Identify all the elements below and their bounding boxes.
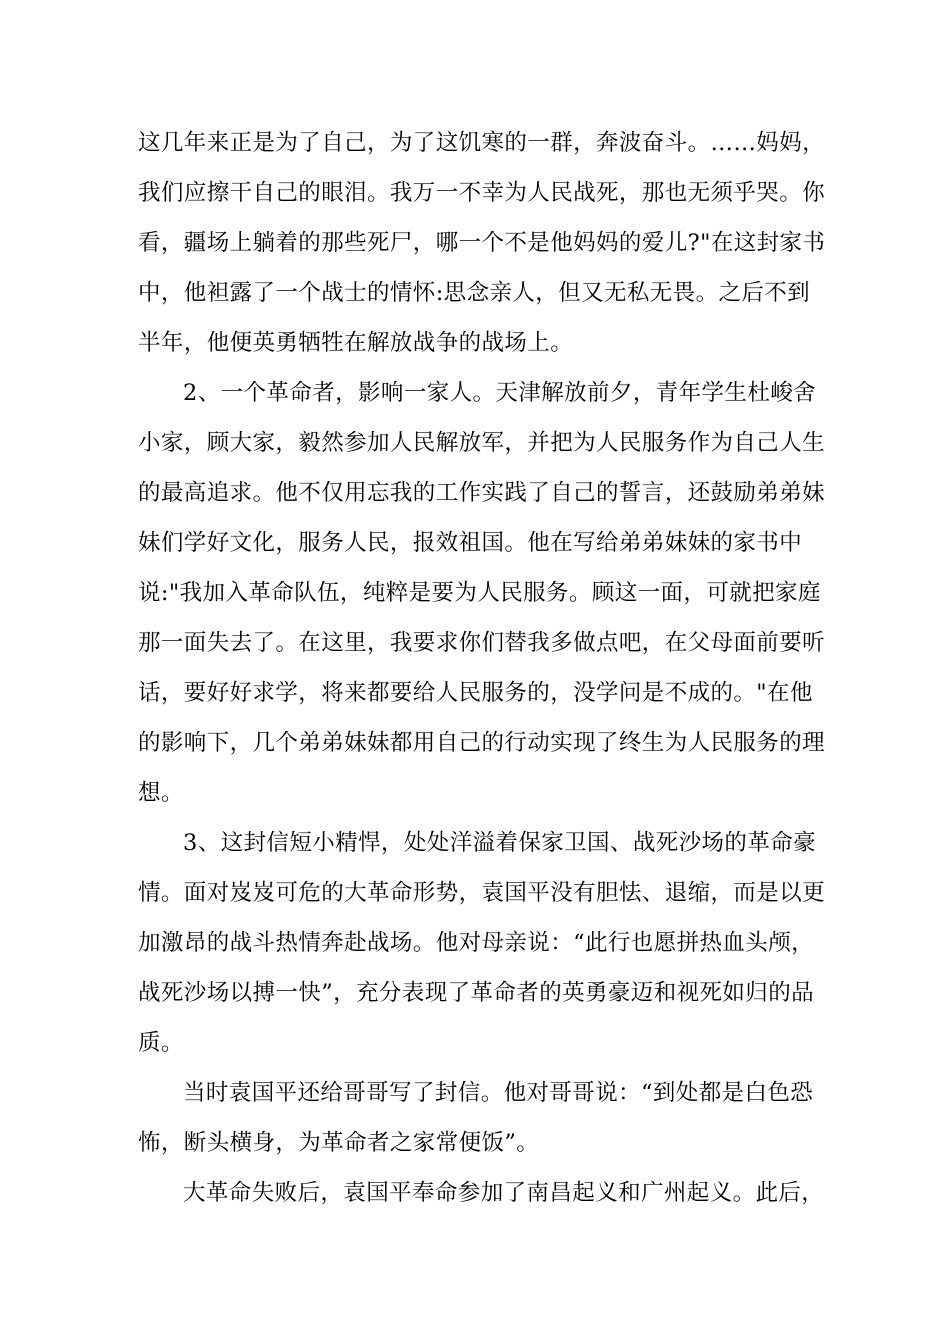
text-line: 中，他袒露了一个战士的情怀:思念亲人，但又无私无畏。之后不到 [138,280,811,306]
text-line: 情。面对岌岌可危的大革命形势，袁国平没有胆怯、退缩，而是以更 [138,880,826,906]
text-line: 的最高追求。他不仅用忘我的工作实践了自己的誓言，还鼓励弟弟妹 [138,480,826,506]
text-line: 质。 [138,1030,184,1056]
text-line: 说:"我加入革命队伍，纯粹是要为人民服务。顾这一面，可就把家庭 [138,580,821,606]
text-line: 我们应擦干自己的眼泪。我万一不幸为人民战死，那也无须乎哭。你 [138,180,826,206]
text-line: 加激昂的战斗热情奔赴战场。他对母亲说：“此行也愿拼热血头颅， [138,930,815,956]
text-line: 妹们学好文化，服务人民，报效祖国。他在写给弟弟妹妹的家书中 [138,530,803,556]
paragraph-start-line: 大革命失败后，袁国平奉命参加了南昌起义和广州起义。此后， [183,1180,825,1206]
text-line: 这几年来正是为了自己，为了这饥寒的一群，奔波奋斗。……妈妈， [138,130,826,156]
text-line: 想。 [138,780,184,806]
text-line: 半年，他便英勇牺牲在解放战争的战场上。 [138,330,574,356]
paragraph-start-line: 当时袁国平还给哥哥写了封信。他对哥哥说：“到处都是白色恐 [183,1080,814,1106]
paragraph-start-line: 3、这封信短小精悍，处处洋溢着保家卫国、战死沙场的革命豪 [183,830,817,856]
text-line: 怖，断头横身，为革命者之家常便饭”。 [138,1130,540,1156]
text-line: 小家，顾大家，毅然参加人民解放军，并把为人民服务作为自己人生 [138,430,826,456]
paragraph-start-line: 2、一个革命者，影响一家人。天津解放前夕，青年学生杜峻舍 [183,380,817,406]
text-line: 战死沙场以搏一快”，充分表现了革命者的英勇豪迈和视死如归的品 [138,980,815,1006]
text-line: 的影响下，几个弟弟妹妹都用自己的行动实现了终生为人民服务的理 [138,730,826,756]
text-line: 话，要好好求学，将来都要给人民服务的，没学问是不成的。"在他 [138,680,813,706]
text-line: 看，疆场上躺着的那些死尸，哪一个不是他妈妈的爱儿?"在这封家书 [138,230,826,256]
text-line: 那一面失去了。在这里，我要求你们替我多做点吧，在父母面前要听 [138,630,826,656]
